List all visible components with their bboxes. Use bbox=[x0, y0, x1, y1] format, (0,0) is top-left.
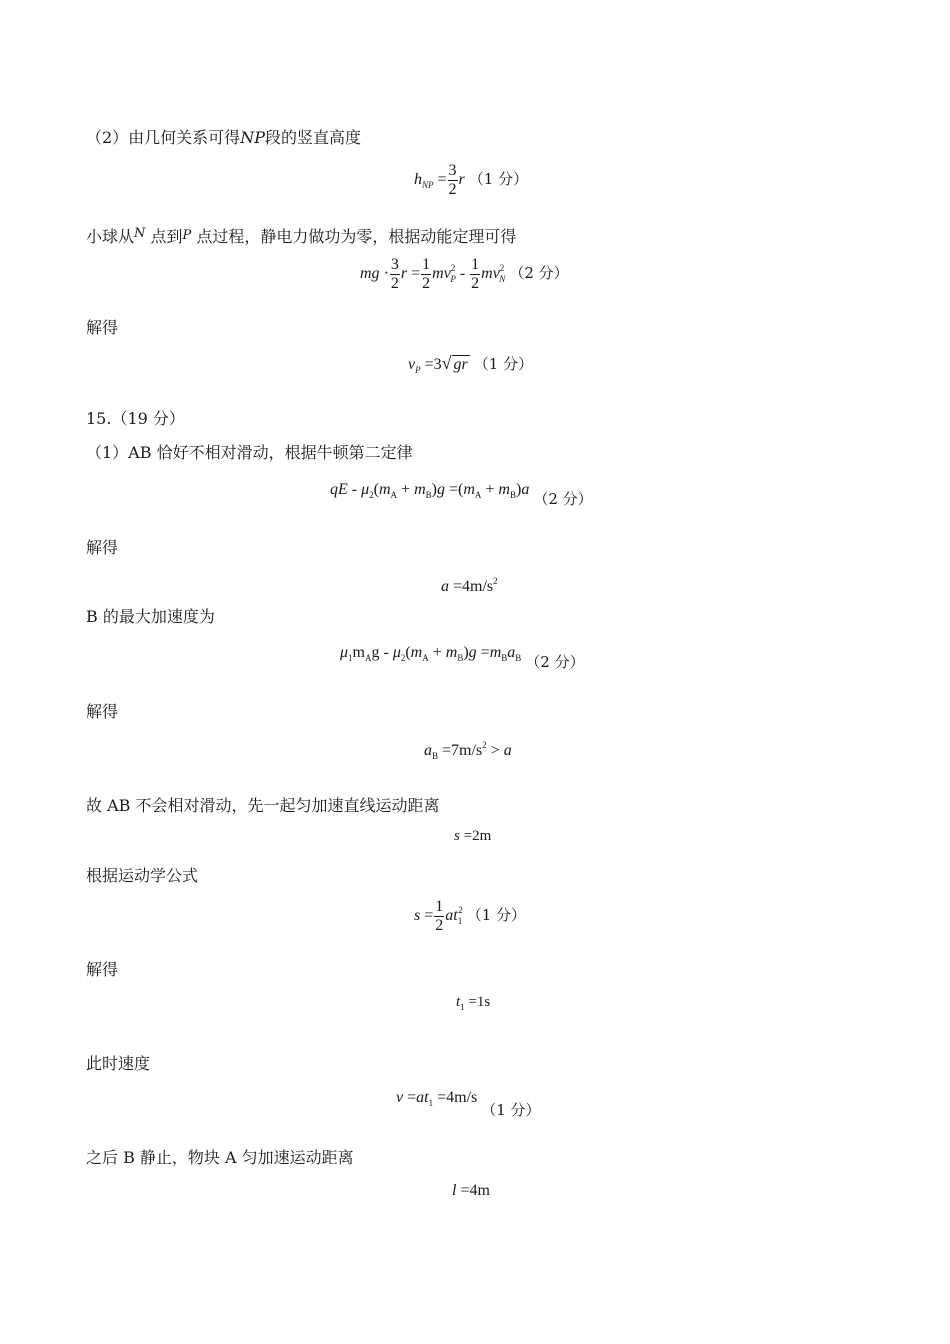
var-np: NP bbox=[240, 128, 265, 147]
var-p: P bbox=[182, 228, 192, 243]
score: （1 分） bbox=[468, 170, 529, 189]
equation-b-accel: $\mu_1m_Ag - \mu_2(m_A + m_B)g =m_Ba_B$ （2 分） bbox=[340, 644, 585, 671]
equation-l: l =4m bbox=[452, 1182, 490, 1199]
line-no-slide: 故 AB 不会相对滑动，先一起匀加速直线运动距离 bbox=[86, 796, 440, 815]
line-np-height bbox=[86, 128, 361, 148]
line-jiede-2: 解得 bbox=[86, 538, 119, 557]
text: 小球从 bbox=[86, 227, 135, 246]
value-v: 4m/s bbox=[446, 1089, 478, 1106]
var-n: N bbox=[134, 226, 146, 241]
value-aB: 7m/s bbox=[451, 742, 483, 759]
text: 段的竖直高度 bbox=[264, 128, 361, 147]
score: （2 分） bbox=[533, 490, 593, 508]
text: 点过程，静电力做功为零，根据动能定理可得 bbox=[196, 227, 517, 246]
equation-v: $v =at_1 =4m/s$ （1 分） bbox=[396, 1089, 541, 1119]
line-speed-now: 此时速度 bbox=[86, 1054, 151, 1073]
text: （2）由几何关系可得 bbox=[86, 128, 241, 147]
line-jiede-3: 解得 bbox=[86, 702, 119, 721]
equation-t1: $t_1 =1s$ bbox=[456, 994, 491, 1012]
score: （2 分） bbox=[509, 264, 569, 283]
question-15-heading: 15.（19 分） bbox=[86, 409, 185, 428]
equation-vp: $v_P =3√$ gr （1 分） bbox=[408, 353, 534, 375]
equation-s: s =2m bbox=[454, 828, 492, 844]
line-ball-n-to-p bbox=[86, 224, 516, 247]
line-jiede-1: 解得 bbox=[86, 318, 119, 337]
value-s: 2m bbox=[472, 828, 492, 844]
equation-a: $a =4m/s^2$ bbox=[441, 576, 498, 595]
line-jiede-4: 解得 bbox=[86, 960, 119, 979]
value-t1: 1s bbox=[476, 994, 491, 1010]
line-after-b-stops: 之后 B 静止，物块 A 匀加速运动距离 bbox=[86, 1148, 354, 1167]
score: （1 分） bbox=[473, 355, 534, 373]
equation-s-at2: s = $\frac{1}{2}$ $at_1^2$ （1 分） bbox=[414, 898, 527, 934]
line-q15-part1: （1）AB 恰好不相对滑动，根据牛顿第二定律 bbox=[86, 443, 413, 462]
equation-aB: $a_B =7m/s^2 > a$ bbox=[424, 740, 512, 761]
line-b-max-accel: B 的最大加速度为 bbox=[86, 607, 215, 626]
line-kinematics: 根据运动学公式 bbox=[86, 866, 199, 885]
score: （1 分） bbox=[481, 1101, 541, 1119]
score: （1 分） bbox=[466, 906, 527, 925]
value-l: 4m bbox=[469, 1182, 490, 1199]
equation-newton: qE - $\mu_2(m_A + m_B)g =(m_A + m_B)a$ （2 分） bbox=[330, 481, 593, 508]
value-a: 4m/s bbox=[462, 578, 494, 595]
text: 点到 bbox=[150, 227, 183, 246]
score: （2 分） bbox=[525, 653, 585, 671]
equation-h-np: $h_{NP}$ = $\frac{3}{2}$ r （1 分） bbox=[414, 162, 529, 198]
equation-energy: mg · $\frac{3}{2}$ r = $\frac{1}{2}$ $mv^2_P$ - $\frac{1}{2}$ $mv^2_N$ （2 分） bbox=[360, 256, 569, 292]
